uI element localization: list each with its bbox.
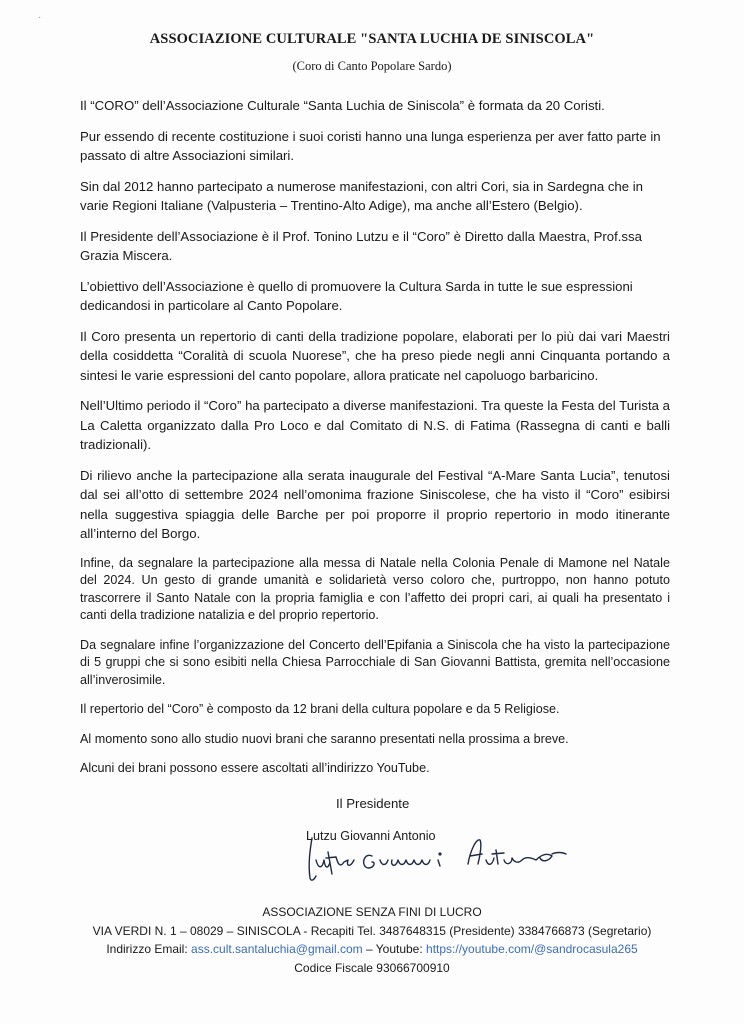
paragraph: Sin dal 2012 hanno partecipato a numerose manifestazioni, con altri Cori, sia in Sardegna che in varie Regioni Italiane (Valpusteria – Trentino-Alto Adige), ma anche all’Estero (Belgio). — [80, 178, 644, 213]
document-body — [80, 96, 670, 790]
email-link[interactable]: ass.cult.santaluchia@gmail.com — [191, 942, 363, 956]
paragraph: Il repertorio del “Coro” è composto da 12 brani della cultura popolare e da 5 Religiose. — [80, 702, 560, 716]
signer-name: Lutzu Giovanni Antonio — [306, 829, 436, 843]
footer-tax-code: Codice Fiscale 93066700910 — [294, 960, 450, 975]
paragraph: Il “CORO” dell’Associazione Culturale “Santa Luchia de Siniscola” è formata da 20 Coristi. — [80, 98, 605, 113]
paragraph: Infine, da segnalare la partecipazione alla messa di Natale nella Colonia Penale di Mamone nel Natale del 2024. Un gesto di grande umanità e solidarietà verso coloro che, purtroppo, non hanno potuto trascorrere il Santo Natale con la propria famiglia e con l’affetto dei propri cari, ai quali ha presentato i canti della tradizione natalizia e del proprio repertorio. — [80, 555, 670, 622]
paragraph: Da segnalare infine l’organizzazione del Concerto dell’Epifania a Siniscola che ha visto la partecipazione di 5 gruppi che si sono esibiti nella Chiesa Parrocchiale di San Giovanni Battista, gremita nell’occasione all’inverosimile. — [80, 637, 670, 687]
footer-address-line: VIA VERDI N. 1 – 08029 – SINISCOLA - Recapiti Tel. 3487648315 (Presidente) 3384766873 (Segretario) — [92, 923, 652, 938]
scan-speck: · — [38, 12, 42, 23]
paragraph: Il Coro presenta un repertorio di canti della tradizione popolare, elaborati per lo più dai vari Maestri della cosiddetta “Coralità di scuola Nuorese”, che ha preso piede negli anni Cinquanta portando a sintesi le varie espressioni del canto popolare, allora praticate nel capoluogo barbaricino. — [80, 328, 670, 383]
paragraph: Di rilievo anche la partecipazione alla serata inaugurale del Festival “A-Mare Santa Lucia”, tenutosi dal sei all’otto di settembre 2024 nell’omonima frazione Siniscolese, che ha visto il “Coro” esibirsi nella suggestiva spiaggia delle Barche per poi proporre il proprio repertorio in modo itinerante all’interno del Borgo. — [80, 467, 670, 541]
document-subtitle: (Coro di Canto Popolare Sardo) — [292, 59, 452, 73]
youtube-label: – Youtube: — [362, 942, 427, 956]
paragraph: Alcuni dei brani possono essere ascoltati all’indirizzo YouTube. — [80, 761, 430, 775]
signer-role: Il Presidente — [336, 796, 410, 811]
handwritten-signature — [300, 830, 570, 890]
document-title: ASSOCIAZIONE CULTURALE "SANTA LUCHIA DE SINISCOLA" — [149, 31, 595, 47]
footer-contact-line — [0, 940, 744, 959]
footer-association-line: ASSOCIAZIONE SENZA FINI DI LUCRO — [262, 905, 482, 919]
paragraph: Al momento sono allo studio nuovi brani che saranno presentati nella prossima a breve. — [80, 731, 569, 746]
paragraph: Il Presidente dell’Associazione è il Prof. Tonino Lutzu e il “Coro” è Diretto dalla Maestra, Prof.ssa Grazia Miscera. — [80, 228, 642, 263]
youtube-link[interactable]: https://youtube.com/@sandrocasula265 — [426, 942, 638, 956]
paragraph: Pur essendo di recente costituzione i suoi coristi hanno una lunga esperienza per aver fatto parte in passato di altre Associazioni similari. — [80, 128, 661, 163]
document-footer — [0, 903, 744, 977]
paragraph: L’obiettivo dell’Associazione è quello di promuovere la Cultura Sarda in tutte le sue espressioni dedicandosi in particolare al Canto Popolare. — [80, 278, 633, 313]
paragraph: Nell’Ultimo periodo il “Coro” ha partecipato a diverse manifestazioni. Tra queste la Festa del Turista a La Caletta organizzato dalla Pro Loco e dal Comitato di N.S. di Fatima (Rassegna di canti e balli tradizionali). — [80, 398, 670, 452]
email-label: Indirizzo Email: — [106, 942, 192, 956]
